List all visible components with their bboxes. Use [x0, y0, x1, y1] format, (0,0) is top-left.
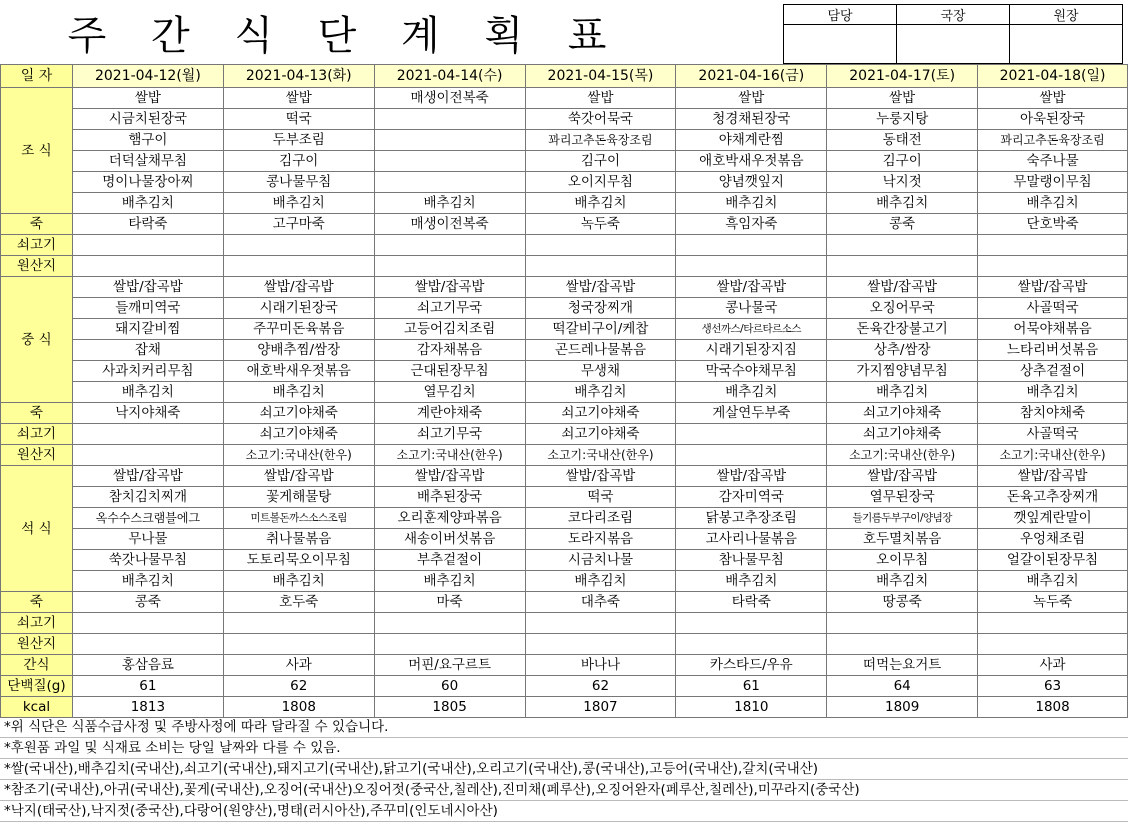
dinner-beef-origin[interactable]	[978, 634, 1128, 655]
dinner-dish[interactable]: 배추김치	[978, 571, 1128, 592]
dinner-dish[interactable]: 배추김치	[827, 571, 978, 592]
breakfast-dish[interactable]: 숙주나물	[978, 151, 1128, 172]
breakfast-dish[interactable]	[374, 109, 525, 130]
lunch-beef-origin[interactable]: 소고기:국내산(한우)	[827, 445, 978, 466]
kcal-value[interactable]: 1805	[374, 697, 525, 718]
dinner-dish[interactable]: 배추된장국	[374, 487, 525, 508]
lunch-dish[interactable]: 막국수야채무침	[676, 361, 827, 382]
note-line: *쌀(국내산),배추김치(국내산),쇠고기(국내산),돼지고기(국내산),닭고기(국내산),오리고기(국내산),콩(국내산),고등어(국내산),갈치(국내산)	[0, 759, 1128, 780]
lunch-dish[interactable]: 상추겉절이	[978, 361, 1128, 382]
kcal-value[interactable]: 1813	[72, 697, 223, 718]
lunch-dish[interactable]: 배추김치	[72, 382, 223, 403]
dinner-dish[interactable]: 쌀밥/잡곡밥	[223, 466, 374, 487]
dinner-porridge[interactable]: 호두죽	[223, 592, 374, 613]
lunch-porridge-label: 죽	[1, 403, 73, 424]
lunch-beef-label-2: 원산지	[1, 445, 73, 466]
lunch-dish[interactable]: 무생채	[525, 361, 676, 382]
lunch-beef-dish[interactable]	[72, 424, 223, 445]
note-line: *후원품 과일 및 식재료 소비는 당일 날짜와 다를 수 있음.	[0, 738, 1128, 759]
date-header-label: 일 자	[1, 65, 73, 88]
lunch-dish[interactable]: 돼지갈비찜	[72, 319, 223, 340]
date-header: 2021-04-17(토)	[827, 65, 978, 88]
lunch-dish[interactable]: 잡채	[72, 340, 223, 361]
page-title: 주 간 식 단 계 획 표	[67, 12, 623, 59]
breakfast-dish[interactable]: 꽈리고추돈육장조림	[525, 130, 676, 151]
kcal-value[interactable]: 1810	[676, 697, 827, 718]
breakfast-dish[interactable]: 매생이전복죽	[374, 88, 525, 109]
lunch-dish[interactable]: 사과치커리무침	[72, 361, 223, 382]
breakfast-beef-dish[interactable]	[525, 235, 676, 256]
breakfast-dish[interactable]	[374, 151, 525, 172]
dinner-beef-origin[interactable]	[676, 634, 827, 655]
lunch-beef-origin[interactable]	[72, 445, 223, 466]
lunch-dish[interactable]: 느타리버섯볶음	[978, 340, 1128, 361]
dinner-beef-label-1: 쇠고기	[1, 613, 73, 634]
lunch-dish[interactable]: 쌀밥/잡곡밥	[978, 277, 1128, 298]
breakfast-dish[interactable]: 쌀밥	[72, 88, 223, 109]
dinner-porridge[interactable]: 콩죽	[72, 592, 223, 613]
date-header: 2021-04-12(월)	[72, 65, 223, 88]
protein-value[interactable]: 62	[223, 676, 374, 697]
dinner-porridge[interactable]: 타락죽	[676, 592, 827, 613]
lunch-dish[interactable]: 고등어김치조림	[374, 319, 525, 340]
dinner-dish[interactable]: 깻잎계란말이	[978, 508, 1128, 529]
breakfast-porridge[interactable]: 콩죽	[827, 214, 978, 235]
breakfast-porridge[interactable]: 매생이전복죽	[374, 214, 525, 235]
lunch-beef-dish[interactable]: 사골떡국	[978, 424, 1128, 445]
protein-label: 단백질(g)	[1, 676, 73, 697]
breakfast-beef-dish[interactable]	[676, 235, 827, 256]
lunch-dish[interactable]: 쌀밥/잡곡밥	[223, 277, 374, 298]
breakfast-beef-dish[interactable]	[72, 235, 223, 256]
lunch-dish[interactable]: 애호박새우젓볶음	[223, 361, 374, 382]
weekly-menu-table	[0, 64, 1128, 718]
snack-value[interactable]: 홍삼음료	[72, 655, 223, 676]
breakfast-dish[interactable]: 더덕살채무침	[72, 151, 223, 172]
dinner-dish[interactable]: 쌀밥/잡곡밥	[72, 466, 223, 487]
breakfast-beef-origin[interactable]	[374, 256, 525, 277]
breakfast-dish[interactable]: 낙지젓	[827, 172, 978, 193]
lunch-dish[interactable]: 상추/쌈장	[827, 340, 978, 361]
breakfast-beef-origin[interactable]	[525, 256, 676, 277]
lunch-dish[interactable]: 배추김치	[676, 382, 827, 403]
breakfast-dish[interactable]: 시금치된장국	[72, 109, 223, 130]
dinner-beef-dish[interactable]	[374, 613, 525, 634]
lunch-dish[interactable]: 주꾸미돈육볶음	[223, 319, 374, 340]
lunch-dish[interactable]: 들깨미역국	[72, 298, 223, 319]
dinner-dish[interactable]: 부추겉절이	[374, 550, 525, 571]
lunch-dish[interactable]: 어묵야채볶음	[978, 319, 1128, 340]
breakfast-dish[interactable]: 콩나물무침	[223, 172, 374, 193]
dinner-dish[interactable]: 쌀밥/잡곡밥	[676, 466, 827, 487]
dinner-dish[interactable]: 무나물	[72, 529, 223, 550]
lunch-beef-dish[interactable]: 쇠고기야채죽	[827, 424, 978, 445]
dinner-dish[interactable]: 코다리조림	[525, 508, 676, 529]
breakfast-porridge[interactable]: 녹두죽	[525, 214, 676, 235]
breakfast-dish[interactable]: 배추김치	[374, 193, 525, 214]
kcal-value[interactable]: 1809	[827, 697, 978, 718]
lunch-dish[interactable]: 청국장찌개	[525, 298, 676, 319]
dinner-dish[interactable]: 고사리나물볶음	[676, 529, 827, 550]
lunch-label: 중 식	[1, 277, 73, 403]
dinner-dish[interactable]: 호두멸치볶음	[827, 529, 978, 550]
dinner-dish[interactable]: 배추김치	[676, 571, 827, 592]
breakfast-label: 조 식	[1, 88, 73, 214]
breakfast-dish[interactable]	[374, 172, 525, 193]
date-header: 2021-04-15(목)	[525, 65, 676, 88]
lunch-dish[interactable]: 돈육간장불고기	[827, 319, 978, 340]
breakfast-dish[interactable]: 청경채된장국	[676, 109, 827, 130]
dinner-dish[interactable]: 꽃게해물탕	[223, 487, 374, 508]
dinner-dish[interactable]: 오이무침	[827, 550, 978, 571]
approval-header-director: 국장	[897, 5, 1010, 25]
lunch-dish[interactable]: 쇠고기무국	[374, 298, 525, 319]
dinner-dish[interactable]: 참치김치찌개	[72, 487, 223, 508]
dinner-dish[interactable]: 참나물무침	[676, 550, 827, 571]
lunch-porridge[interactable]: 참치야채죽	[978, 403, 1128, 424]
breakfast-dish[interactable]: 김구이	[827, 151, 978, 172]
dinner-dish[interactable]: 돈육고추장찌개	[978, 487, 1128, 508]
dinner-dish[interactable]: 쌀밥/잡곡밥	[374, 466, 525, 487]
breakfast-dish[interactable]	[374, 130, 525, 151]
dinner-dish[interactable]: 오리훈제양파볶음	[374, 508, 525, 529]
approval-sign-staff[interactable]	[784, 25, 897, 64]
breakfast-dish[interactable]: 쑥갓어묵국	[525, 109, 676, 130]
dinner-dish[interactable]: 취나물볶음	[223, 529, 374, 550]
breakfast-dish[interactable]: 배추김치	[223, 193, 374, 214]
dinner-beef-origin[interactable]	[374, 634, 525, 655]
breakfast-porridge[interactable]: 단호박죽	[978, 214, 1128, 235]
lunch-dish[interactable]: 곤드레나물볶음	[525, 340, 676, 361]
lunch-dish[interactable]: 배추김치	[978, 382, 1128, 403]
lunch-dish[interactable]: 열무김치	[374, 382, 525, 403]
breakfast-dish[interactable]: 무말랭이무침	[978, 172, 1128, 193]
lunch-porridge[interactable]: 게살연두부죽	[676, 403, 827, 424]
breakfast-porridge[interactable]: 흑임자죽	[676, 214, 827, 235]
breakfast-dish[interactable]: 쌀밥	[223, 88, 374, 109]
snack-value[interactable]: 사과	[978, 655, 1128, 676]
breakfast-dish[interactable]: 쌀밥	[525, 88, 676, 109]
lunch-dish[interactable]: 시래기된장국	[223, 298, 374, 319]
breakfast-beef-origin[interactable]	[223, 256, 374, 277]
breakfast-beef-origin[interactable]	[72, 256, 223, 277]
lunch-beef-origin[interactable]: 소고기:국내산(한우)	[978, 445, 1128, 466]
note-line: *위 식단은 식품수급사정 및 주방사정에 따라 달라질 수 있습니다.	[0, 717, 1128, 738]
date-header: 2021-04-14(수)	[374, 65, 525, 88]
dinner-porridge[interactable]: 녹두죽	[978, 592, 1128, 613]
approval-header-head: 원장	[1010, 5, 1123, 25]
protein-value[interactable]: 64	[827, 676, 978, 697]
lunch-beef-dish[interactable]: 쇠고기무국	[374, 424, 525, 445]
lunch-dish[interactable]: 감자채볶음	[374, 340, 525, 361]
dinner-dish[interactable]: 도토리묵오이무침	[223, 550, 374, 571]
dinner-dish[interactable]: 얼갈이된장무침	[978, 550, 1128, 571]
lunch-dish[interactable]: 쌀밥/잡곡밥	[525, 277, 676, 298]
dinner-dish[interactable]: 새송이버섯볶음	[374, 529, 525, 550]
lunch-porridge[interactable]: 계란야채죽	[374, 403, 525, 424]
lunch-porridge[interactable]: 낙지야채죽	[72, 403, 223, 424]
date-header: 2021-04-16(금)	[676, 65, 827, 88]
dinner-dish[interactable]: 감자미역국	[676, 487, 827, 508]
breakfast-dish[interactable]: 야채계란찜	[676, 130, 827, 151]
dinner-beef-dish[interactable]	[827, 613, 978, 634]
breakfast-dish[interactable]: 꽈리고추돈육장조림	[978, 130, 1128, 151]
breakfast-dish[interactable]: 햄구이	[72, 130, 223, 151]
kcal-value[interactable]: 1807	[525, 697, 676, 718]
breakfast-dish[interactable]: 쌀밥	[676, 88, 827, 109]
lunch-dish[interactable]: 배추김치	[223, 382, 374, 403]
lunch-beef-dish[interactable]: 쇠고기야채죽	[525, 424, 676, 445]
approval-header-staff: 담당	[784, 5, 897, 25]
breakfast-beef-dish[interactable]	[223, 235, 374, 256]
lunch-dish[interactable]: 떡갈비구이/케찹	[525, 319, 676, 340]
dinner-dish[interactable]: 배추김치	[525, 571, 676, 592]
breakfast-dish[interactable]: 아욱된장국	[978, 109, 1128, 130]
snack-value[interactable]: 바나나	[525, 655, 676, 676]
dinner-dish[interactable]: 우엉채조림	[978, 529, 1128, 550]
snack-label: 간식	[1, 655, 73, 676]
dinner-dish[interactable]: 들기름두부구이/양념장	[827, 508, 978, 529]
dinner-beef-origin[interactable]	[223, 634, 374, 655]
lunch-dish[interactable]: 근대된장무침	[374, 361, 525, 382]
dinner-dish[interactable]: 배추김치	[72, 571, 223, 592]
date-header: 2021-04-13(화)	[223, 65, 374, 88]
notes-section	[0, 717, 1128, 822]
dinner-dish[interactable]: 열무된장국	[827, 487, 978, 508]
lunch-porridge[interactable]: 쇠고기야채죽	[223, 403, 374, 424]
breakfast-dish[interactable]: 배추김치	[827, 193, 978, 214]
dinner-porridge[interactable]: 땅콩죽	[827, 592, 978, 613]
breakfast-dish[interactable]: 애호박새우젓볶음	[676, 151, 827, 172]
kcal-value[interactable]: 1808	[223, 697, 374, 718]
lunch-beef-origin[interactable]: 소고기:국내산(한우)	[525, 445, 676, 466]
dinner-dish[interactable]: 쌀밥/잡곡밥	[827, 466, 978, 487]
dinner-beef-dish[interactable]	[978, 613, 1128, 634]
note-line: *낙지(태국산),낙지젓(중국산),다랑어(원양산),명태(러시아산),주꾸미(인도네시아산)	[0, 801, 1128, 822]
lunch-dish[interactable]: 시래기된장지짐	[676, 340, 827, 361]
lunch-dish[interactable]: 콩나물국	[676, 298, 827, 319]
lunch-porridge[interactable]: 쇠고기야채죽	[525, 403, 676, 424]
dinner-dish[interactable]: 떡국	[525, 487, 676, 508]
breakfast-porridge[interactable]: 고구마죽	[223, 214, 374, 235]
breakfast-dish[interactable]: 김구이	[525, 151, 676, 172]
dinner-porridge-label: 죽	[1, 592, 73, 613]
lunch-beef-origin[interactable]: 소고기:국내산(한우)	[374, 445, 525, 466]
dinner-porridge[interactable]: 대추죽	[525, 592, 676, 613]
note-line: *참조기(국내산),아귀(국내산),꽃게(국내산),오징어(국내산)오징어젓(중국산,칠레산),진미채(페루산),오징어완자(페루산,칠레산),미꾸라지(중국산)	[0, 780, 1128, 801]
breakfast-porridge[interactable]: 타락죽	[72, 214, 223, 235]
breakfast-dish[interactable]: 명이나물장아찌	[72, 172, 223, 193]
approval-box	[783, 4, 1123, 64]
breakfast-dish[interactable]: 떡국	[223, 109, 374, 130]
breakfast-beef-origin[interactable]	[978, 256, 1128, 277]
breakfast-dish[interactable]: 누룽지탕	[827, 109, 978, 130]
protein-value[interactable]: 61	[72, 676, 223, 697]
breakfast-dish[interactable]: 동태전	[827, 130, 978, 151]
breakfast-porridge-label: 죽	[1, 214, 73, 235]
lunch-dish[interactable]: 사골떡국	[978, 298, 1128, 319]
breakfast-dish[interactable]: 배추김치	[676, 193, 827, 214]
lunch-beef-label-1: 쇠고기	[1, 424, 73, 445]
kcal-label: kcal	[1, 697, 73, 718]
dinner-dish[interactable]: 쌀밥/잡곡밥	[978, 466, 1128, 487]
lunch-porridge[interactable]: 쇠고기야채죽	[827, 403, 978, 424]
dinner-beef-origin[interactable]	[525, 634, 676, 655]
lunch-dish[interactable]: 양배추찜/쌈장	[223, 340, 374, 361]
date-header: 2021-04-18(일)	[978, 65, 1128, 88]
dinner-label: 석 식	[1, 466, 73, 592]
lunch-dish[interactable]: 쌀밥/잡곡밥	[827, 277, 978, 298]
lunch-beef-origin[interactable]	[676, 445, 827, 466]
breakfast-beef-dish[interactable]	[978, 235, 1128, 256]
breakfast-beef-origin[interactable]	[827, 256, 978, 277]
breakfast-dish[interactable]: 두부조림	[223, 130, 374, 151]
dinner-beef-dish[interactable]	[525, 613, 676, 634]
lunch-dish[interactable]: 오징어무국	[827, 298, 978, 319]
dinner-dish[interactable]: 쑥갓나물무침	[72, 550, 223, 571]
breakfast-beef-label-1: 쇠고기	[1, 235, 73, 256]
breakfast-beef-dish[interactable]	[374, 235, 525, 256]
protein-value[interactable]: 60	[374, 676, 525, 697]
lunch-dish[interactable]: 생선까스/타르타르소스	[676, 319, 827, 340]
lunch-dish[interactable]: 가지찜양념무침	[827, 361, 978, 382]
breakfast-dish[interactable]: 배추김치	[72, 193, 223, 214]
dinner-dish[interactable]: 옥수수스크램블에그	[72, 508, 223, 529]
dinner-beef-origin[interactable]	[827, 634, 978, 655]
lunch-dish[interactable]: 배추김치	[827, 382, 978, 403]
lunch-dish[interactable]: 쌀밥/잡곡밥	[72, 277, 223, 298]
dinner-dish[interactable]: 쌀밥/잡곡밥	[525, 466, 676, 487]
breakfast-dish[interactable]: 쌀밥	[978, 88, 1128, 109]
dinner-beef-dish[interactable]	[676, 613, 827, 634]
dinner-dish[interactable]: 도라지볶음	[525, 529, 676, 550]
breakfast-beef-label-2: 원산지	[1, 256, 73, 277]
breakfast-dish[interactable]: 배추김치	[978, 193, 1128, 214]
breakfast-dish[interactable]: 김구이	[223, 151, 374, 172]
breakfast-beef-dish[interactable]	[827, 235, 978, 256]
snack-value[interactable]: 사과	[223, 655, 374, 676]
breakfast-dish[interactable]: 오이지무침	[525, 172, 676, 193]
breakfast-beef-origin[interactable]	[676, 256, 827, 277]
protein-value[interactable]: 61	[676, 676, 827, 697]
approval-sign-director[interactable]	[897, 25, 1010, 64]
dinner-dish[interactable]: 배추김치	[223, 571, 374, 592]
breakfast-dish[interactable]: 배추김치	[525, 193, 676, 214]
dinner-beef-label-2: 원산지	[1, 634, 73, 655]
lunch-beef-dish[interactable]	[676, 424, 827, 445]
dinner-beef-dish[interactable]	[72, 613, 223, 634]
protein-value[interactable]: 63	[978, 676, 1128, 697]
approval-sign-head[interactable]	[1010, 25, 1123, 64]
lunch-beef-dish[interactable]: 쇠고기야채죽	[223, 424, 374, 445]
dinner-dish[interactable]: 미트볼돈까스소스조림	[223, 508, 374, 529]
snack-value[interactable]: 떠먹는요거트	[827, 655, 978, 676]
breakfast-dish[interactable]: 쌀밥	[827, 88, 978, 109]
dinner-dish[interactable]: 배추김치	[374, 571, 525, 592]
dinner-porridge[interactable]: 마죽	[374, 592, 525, 613]
dinner-dish[interactable]: 닭봉고추장조림	[676, 508, 827, 529]
snack-value[interactable]: 머핀/요구르트	[374, 655, 525, 676]
dinner-dish[interactable]: 시금치나물	[525, 550, 676, 571]
protein-value[interactable]: 62	[525, 676, 676, 697]
lunch-dish[interactable]: 쌀밥/잡곡밥	[676, 277, 827, 298]
snack-value[interactable]: 카스타드/우유	[676, 655, 827, 676]
lunch-dish[interactable]: 쌀밥/잡곡밥	[374, 277, 525, 298]
breakfast-dish[interactable]: 양념깻잎지	[676, 172, 827, 193]
kcal-value[interactable]: 1808	[978, 697, 1128, 718]
dinner-beef-origin[interactable]	[72, 634, 223, 655]
lunch-dish[interactable]: 배추김치	[525, 382, 676, 403]
lunch-beef-origin[interactable]: 소고기:국내산(한우)	[223, 445, 374, 466]
dinner-beef-dish[interactable]	[223, 613, 374, 634]
